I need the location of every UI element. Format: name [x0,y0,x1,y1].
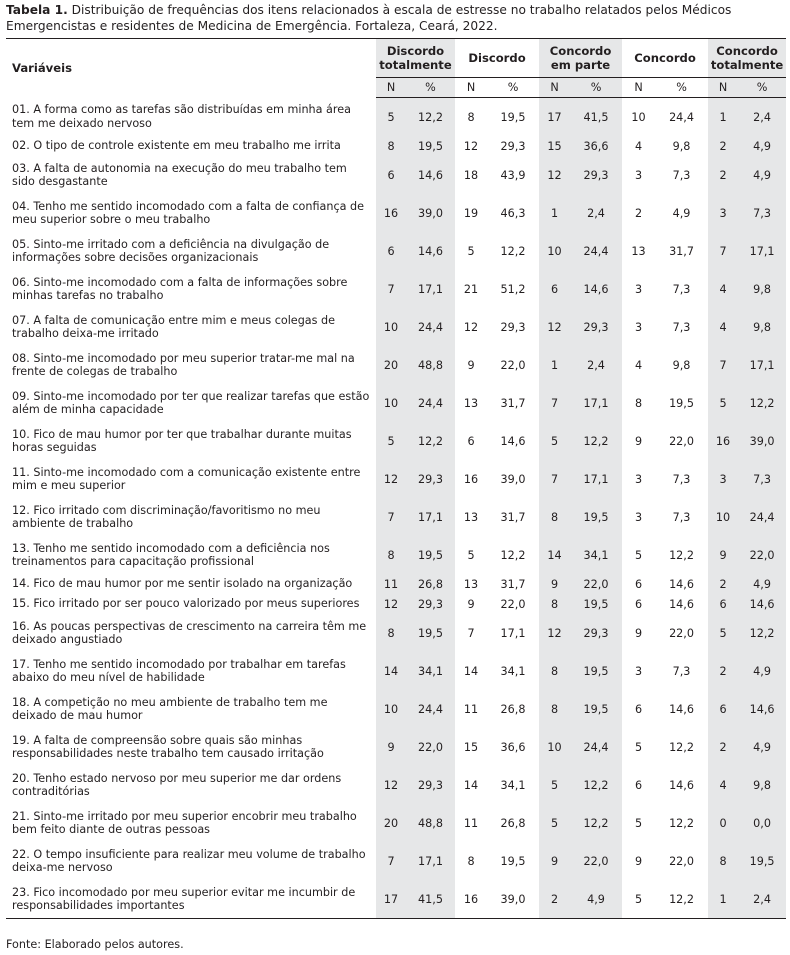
cell-percent: 46,3 [500,206,526,220]
cell-percent: 4,9 [738,652,786,690]
cell-count: 4 [634,358,643,372]
cell-percent: 17,1 [406,842,455,880]
cell-percent: 17,1 [406,498,455,536]
cell-percent: 34,1 [500,664,526,678]
cell-count: 5 [376,422,406,460]
cell-count: 8 [634,396,643,410]
cell-percent: 24,4 [738,498,786,536]
cell-count: 14 [463,778,479,792]
cell-count: 3 [634,320,643,334]
cell-percent: 12,2 [669,740,694,754]
row-variable-label: 04. Tenho me sentido incomodado com a falta de confiança de meu superior sobre o meu trabalho [12,199,365,226]
cell-percent: 12,2 [500,548,526,562]
cell-percent: 4,9 [738,156,786,194]
cell-count: 6 [708,594,738,614]
table-row [6,422,786,460]
cell-percent: 39,0 [500,472,526,486]
cell-count: 3 [634,510,643,524]
cell-percent: 9,8 [672,139,691,153]
cell-percent: 29,3 [406,460,455,498]
cell-percent: 22,0 [500,358,526,372]
cell-count: 12 [376,460,406,498]
cell-count: 7 [376,842,406,880]
row-variable-label: 01. A forma como as tarefas são distribuídas em minha área tem me deixado nervoso [12,103,351,130]
header-variables: Variáveis [6,39,376,98]
cell-count: 3 [708,460,738,498]
cell-count: 14 [376,652,406,690]
cell-percent: 34,1 [500,778,526,792]
header-n: N [622,78,655,98]
cell-count: 11 [463,816,479,830]
cell-count: 5 [634,740,643,754]
cell-percent: 4,9 [738,136,786,156]
cell-percent: 17,1 [738,232,786,270]
cell-percent: 9,8 [738,308,786,346]
cell-percent: 7,3 [738,194,786,232]
cell-percent: 12,2 [570,804,622,842]
header-group-2: Discordo [455,39,539,78]
cell-percent: 24,4 [406,384,455,422]
cell-percent: 22,0 [669,626,694,640]
cell-count: 1 [708,98,738,137]
cell-percent: 14,6 [738,690,786,728]
cell-count: 10 [631,110,646,124]
cell-percent: 24,4 [406,690,455,728]
cell-count: 9 [539,842,570,880]
frequency-table [6,38,786,919]
cell-count: 20 [376,804,406,842]
cell-percent: 2,4 [738,880,786,919]
cell-percent: 4,9 [738,574,786,594]
table-caption [6,2,784,34]
cell-percent: 24,4 [669,110,694,124]
cell-percent: 22,0 [669,854,694,868]
cell-count: 8 [376,614,406,652]
table-row [6,690,786,728]
header-group-4: Concordo [622,39,708,78]
cell-percent: 12,2 [500,244,526,258]
cell-percent: 19,5 [406,136,455,156]
row-variable-label: 09. Sinto-me incomodado por ter que realizar tarefas que estão além de minha capacidade [12,389,370,416]
cell-percent: 22,0 [500,597,526,611]
cell-count: 8 [708,842,738,880]
cell-percent: 19,5 [406,536,455,574]
header-pct: % [570,78,622,98]
cell-percent: 29,3 [500,139,526,153]
cell-percent: 19,5 [500,110,526,124]
cell-percent: 24,4 [406,308,455,346]
cell-percent: 19,5 [669,396,694,410]
cell-percent: 9,8 [738,766,786,804]
table-row [6,842,786,880]
cell-percent: 14,6 [738,594,786,614]
cell-percent: 22,0 [738,536,786,574]
cell-percent: 36,6 [500,740,526,754]
cell-count: 2 [708,136,738,156]
table-row [6,880,786,919]
cell-count: 6 [634,577,643,591]
row-variable-label: 07. A falta de comunicação entre mim e meus colegas de trabalho deixa-me irritado [12,313,336,340]
row-variable-label: 15. Fico irritado por ser pouco valorizado por meus superiores [12,597,360,611]
cell-percent: 36,6 [570,136,622,156]
header-n: N [376,78,406,98]
cell-count: 1 [708,880,738,919]
cell-percent: 7,3 [672,168,691,182]
table-row [6,136,786,156]
cell-percent: 12,2 [669,548,694,562]
cell-count: 8 [376,136,406,156]
row-variable-label: 23. Fico incomodado por meu superior evitar me incumbir de responsabilidades importantes [6,880,376,919]
cell-count: 8 [467,854,475,868]
cell-count: 8 [539,594,570,614]
cell-percent: 34,1 [406,652,455,690]
cell-count: 5 [622,880,655,919]
cell-percent: 12,2 [655,880,708,919]
cell-percent: 48,8 [406,804,455,842]
cell-count: 5 [376,98,406,137]
cell-count: 7 [539,384,570,422]
header-group-3: Concordo em parte [539,39,622,78]
cell-count: 12 [463,320,479,334]
cell-percent: 19,5 [500,854,526,868]
cell-count: 5 [467,548,475,562]
cell-percent: 7,3 [672,472,691,486]
cell-percent: 2,4 [738,98,786,137]
row-variable-label: 11. Sinto-me incomodado com a comunicação existente entre mim e meu superior [12,465,361,492]
cell-count: 12 [539,308,570,346]
cell-count: 8 [376,536,406,574]
cell-count: 3 [634,168,643,182]
table-source: Fonte: Elaborado pelos autores. [6,938,184,951]
cell-count: 9 [376,728,406,766]
cell-count: 8 [467,110,475,124]
cell-percent: 17,1 [570,460,622,498]
row-variable-label: 13. Tenho me sentido incomodado com a deficiência nos treinamentos para capacitação profissional [12,541,330,568]
row-variable-label: 05. Sinto-me irritado com a deficiência na divulgação de informações sobre decisões organizacionais [12,237,330,264]
cell-count: 3 [634,282,643,296]
cell-count: 7 [467,626,475,640]
cell-count: 10 [539,232,570,270]
cell-percent: 22,0 [406,728,455,766]
cell-percent: 7,3 [672,282,691,296]
cell-count: 2 [708,728,738,766]
cell-count: 10 [539,728,570,766]
cell-count: 4 [634,139,643,153]
header-pct: % [406,78,455,98]
cell-percent: 41,5 [570,98,622,137]
header-pct: % [738,78,786,98]
cell-percent: 14,6 [406,156,455,194]
row-variable-label: 14. Fico de mau humor por me sentir isolado na organização [12,577,353,591]
row-variable-label: 19. A falta de compreensão sobre quais são minhas responsabilidades neste trabalho tem causado irritação [12,733,324,760]
cell-count: 18 [463,168,479,182]
cell-percent: 12,2 [570,766,622,804]
cell-count: 7 [708,232,738,270]
cell-count: 5 [539,804,570,842]
cell-count: 13 [463,396,479,410]
cell-percent: 17,1 [406,270,455,308]
table-row [6,384,786,422]
cell-percent: 14,6 [669,778,694,792]
table-row [6,270,786,308]
cell-count: 20 [376,346,406,384]
cell-count: 17 [539,98,570,137]
cell-count: 2 [708,574,738,594]
cell-count: 9 [634,854,643,868]
cell-percent: 31,7 [500,396,526,410]
cell-percent: 19,5 [406,614,455,652]
cell-count: 12 [463,139,479,153]
cell-count: 13 [463,510,479,524]
cell-percent: 2,4 [570,194,622,232]
cell-percent: 22,0 [669,434,694,448]
cell-percent: 29,3 [570,614,622,652]
cell-count: 12 [376,594,406,614]
cell-count: 9 [708,536,738,574]
cell-count: 2 [708,156,738,194]
row-variable-label: 12. Fico irritado com discriminação/favoritismo no meu ambiente de trabalho [12,503,321,530]
cell-count: 9 [539,574,570,594]
cell-percent: 12,2 [669,816,694,830]
cell-count: 9 [634,434,643,448]
cell-count: 6 [467,434,475,448]
cell-count: 4 [708,308,738,346]
cell-percent: 4,9 [672,206,691,220]
row-variable-label: 02. O tipo de controle existente em meu trabalho me irrita [12,139,341,153]
cell-count: 16 [463,472,479,486]
cell-percent: 22,0 [570,842,622,880]
cell-percent: 0,0 [738,804,786,842]
caption-label: Tabela 1. [6,3,68,17]
table-row [6,804,786,842]
cell-percent: 51,2 [500,282,526,296]
cell-percent: 2,4 [570,346,622,384]
cell-percent: 12,2 [738,384,786,422]
cell-count: 5 [634,816,643,830]
cell-count: 6 [634,702,643,716]
caption-text: Distribuição de frequências dos itens relacionados à escala de estresse no trabalho relatados pelos Médicos Emergencistas e residentes de Medicina de Emergência. Fortaleza, Ceará, 2022. [6,3,732,33]
cell-count: 6 [539,270,570,308]
cell-percent: 26,8 [500,816,526,830]
cell-count: 8 [539,690,570,728]
row-variable-label: 16. As poucas perspectivas de crescimento na carreira têm me deixado angustiado [12,619,367,646]
cell-percent: 14,6 [570,270,622,308]
cell-count: 10 [376,308,406,346]
cell-count: 12 [539,614,570,652]
cell-percent: 19,5 [570,690,622,728]
row-variable-label: 08. Sinto-me incomodado por meu superior tratar-me mal na frente de colegas de trabalho [12,351,355,378]
header-row-groups [6,39,786,78]
cell-percent: 31,7 [500,510,526,524]
cell-percent: 31,7 [500,577,526,591]
cell-count: 2 [708,652,738,690]
cell-percent: 24,4 [570,728,622,766]
cell-percent: 29,3 [570,308,622,346]
cell-count: 9 [467,597,475,611]
cell-percent: 29,3 [500,320,526,334]
cell-count: 5 [634,548,643,562]
cell-percent: 4,9 [738,728,786,766]
header-group-1: Discordo totalmente [376,39,455,78]
row-variable-label: 20. Tenho estado nervoso por meu superior me dar ordens contraditórias [12,771,342,798]
cell-count: 5 [708,384,738,422]
cell-count: 5 [467,244,475,258]
cell-percent: 9,8 [672,358,691,372]
cell-count: 3 [634,664,643,678]
table-row [6,460,786,498]
cell-percent: 39,0 [487,880,539,919]
cell-count: 4 [708,766,738,804]
table-body [6,98,786,919]
cell-percent: 12,2 [570,422,622,460]
cell-count: 17 [376,880,406,919]
table-row [6,498,786,536]
cell-percent: 14,6 [669,577,694,591]
cell-count: 13 [463,577,479,591]
cell-percent: 9,8 [738,270,786,308]
cell-count: 0 [708,804,738,842]
cell-percent: 26,8 [500,702,526,716]
cell-percent: 7,3 [738,460,786,498]
cell-percent: 29,3 [570,156,622,194]
table-row [6,652,786,690]
header-n: N [708,78,738,98]
table-row [6,156,786,194]
cell-count: 9 [467,358,475,372]
cell-count: 16 [376,194,406,232]
cell-count: 13 [631,244,646,258]
table-row [6,594,786,614]
cell-percent: 34,1 [570,536,622,574]
cell-percent: 14,6 [669,597,694,611]
cell-count: 15 [539,136,570,156]
header-pct: % [655,78,708,98]
cell-percent: 4,9 [570,880,622,919]
cell-percent: 14,6 [500,434,526,448]
cell-percent: 29,3 [406,766,455,804]
cell-count: 16 [708,422,738,460]
cell-count: 6 [634,597,643,611]
cell-count: 2 [634,206,643,220]
cell-percent: 19,5 [570,594,622,614]
cell-count: 9 [634,626,643,640]
cell-count: 14 [463,664,479,678]
header-n: N [455,78,487,98]
cell-count: 21 [463,282,479,296]
table-row [6,536,786,574]
row-variable-label: 18. A competição no meu ambiente de trabalho tem me deixado de mau humor [12,695,328,722]
cell-count: 6 [708,690,738,728]
table-row [6,98,786,137]
cell-count: 11 [463,702,479,716]
cell-count: 14 [539,536,570,574]
row-variable-label: 06. Sinto-me incomodado com a falta de informações sobre minhas tarefas no trabalho [12,275,348,302]
cell-count: 5 [539,766,570,804]
cell-count: 3 [634,472,643,486]
cell-percent: 12,2 [738,614,786,652]
cell-count: 5 [708,614,738,652]
cell-percent: 26,8 [406,574,455,594]
table-row [6,728,786,766]
row-variable-label: 03. A falta de autonomia na execução do meu trabalho tem sido desgastante [12,161,347,188]
cell-percent: 39,0 [738,422,786,460]
cell-percent: 19,5 [570,498,622,536]
cell-percent: 29,3 [406,594,455,614]
header-pct: % [487,78,539,98]
cell-count: 6 [376,232,406,270]
cell-count: 3 [708,194,738,232]
cell-percent: 17,1 [500,626,526,640]
cell-percent: 48,8 [406,346,455,384]
cell-percent: 22,0 [570,574,622,594]
cell-count: 11 [376,574,406,594]
cell-count: 1 [539,346,570,384]
row-variable-label: 17. Tenho me sentido incomodado por trabalhar em tarefas abaixo do meu nível de habilidade [12,657,346,684]
cell-percent: 39,0 [406,194,455,232]
cell-percent: 24,4 [570,232,622,270]
cell-count: 16 [455,880,487,919]
cell-count: 10 [376,384,406,422]
cell-percent: 19,5 [570,652,622,690]
cell-percent: 41,5 [406,880,455,919]
cell-count: 10 [708,498,738,536]
cell-percent: 14,6 [406,232,455,270]
cell-percent: 14,6 [669,702,694,716]
table-row [6,574,786,594]
table-row [6,346,786,384]
table-row [6,308,786,346]
row-variable-label: 21. Sinto-me irritado por meu superior encobrir meu trabalho bem feito diante de outras pessoas [12,809,357,836]
cell-count: 12 [539,156,570,194]
cell-count: 7 [708,346,738,384]
cell-percent: 19,5 [738,842,786,880]
cell-count: 7 [539,460,570,498]
cell-count: 6 [376,156,406,194]
cell-percent: 43,9 [500,168,526,182]
cell-count: 8 [539,498,570,536]
cell-count: 5 [539,422,570,460]
header-n: N [539,78,570,98]
cell-count: 10 [376,690,406,728]
cell-percent: 7,3 [672,664,691,678]
cell-percent: 17,1 [570,384,622,422]
table-row [6,194,786,232]
header-group-5: Concordo totalmente [708,39,786,78]
cell-count: 6 [634,778,643,792]
table-row [6,614,786,652]
cell-count: 1 [539,194,570,232]
cell-percent: 7,3 [672,510,691,524]
cell-count: 15 [463,740,479,754]
table-row [6,766,786,804]
cell-count: 12 [376,766,406,804]
cell-count: 8 [539,652,570,690]
cell-percent: 17,1 [738,346,786,384]
cell-percent: 7,3 [672,320,691,334]
row-variable-label: 22. O tempo insuficiente para realizar meu volume de trabalho deixa-me nervoso [12,847,366,874]
cell-count: 2 [539,880,570,919]
table-row [6,232,786,270]
cell-count: 19 [463,206,479,220]
cell-count: 4 [708,270,738,308]
cell-percent: 31,7 [669,244,694,258]
row-variable-label: 10. Fico de mau humor por ter que trabalhar durante muitas horas seguidas [12,427,352,454]
cell-count: 7 [376,270,406,308]
cell-percent: 12,2 [406,98,455,137]
cell-percent: 12,2 [406,422,455,460]
cell-count: 7 [376,498,406,536]
